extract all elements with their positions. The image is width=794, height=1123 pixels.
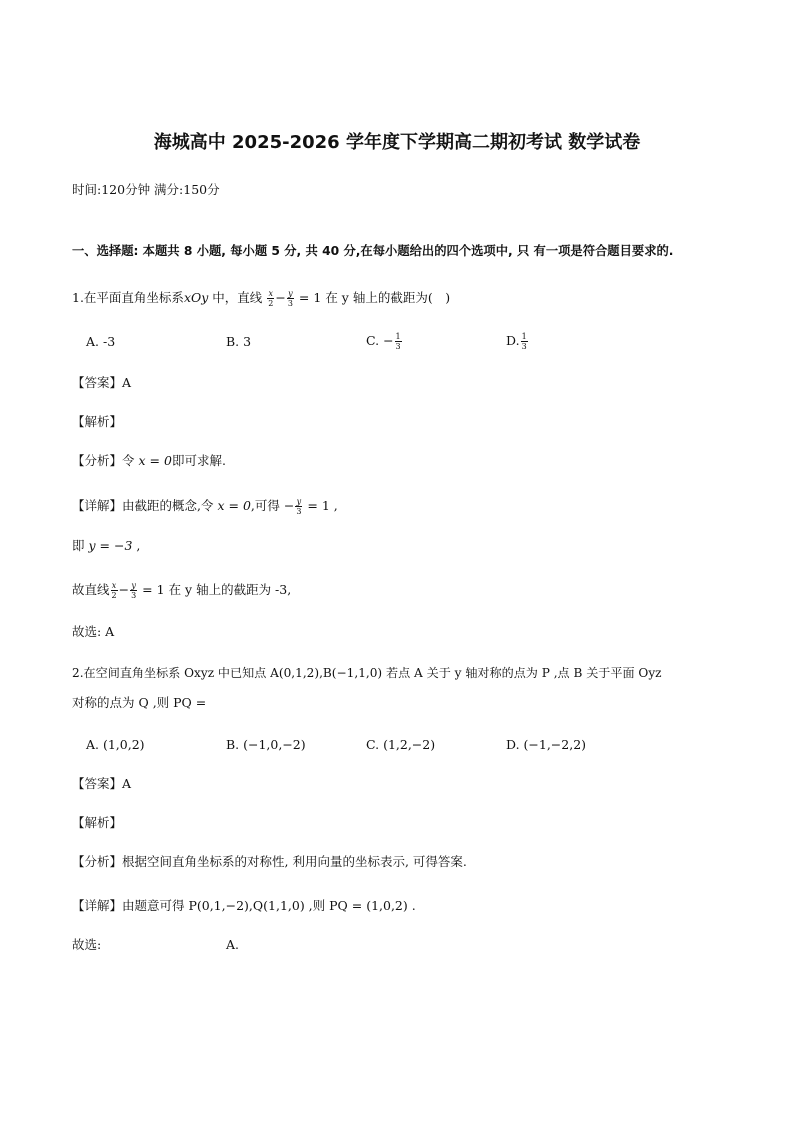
q1-option-a: A. -3 xyxy=(86,334,116,349)
q1-option-d: D. $\frac{1}{3}$ xyxy=(506,332,527,351)
q2-option-c: C. (1,2,−2) xyxy=(366,737,436,752)
page-title: 海城高中 2025-2026 学年度下学期高二期初考试 数学试卷 xyxy=(153,132,641,153)
q2-option-a: A. (1,0,2) xyxy=(86,737,145,752)
q1-choice: 故选: A xyxy=(72,624,115,639)
q1-result-line: 即 y = −3 , xyxy=(72,538,141,553)
q1-answer: 【答案】A xyxy=(72,375,132,390)
q2-analysis-label: 【解析】 xyxy=(72,815,123,830)
q1-stem-prefix: 1.在平面直角坐标系 xyxy=(72,290,184,305)
section-heading: 一、选择题: 本题共 8 小题, 每小题 5 分, 共 40 分,在每小题给出的四个选项中, 只 有一项是符合题目要求的. xyxy=(72,244,674,258)
q2-option-b: B. (−1,0,−2) xyxy=(226,737,306,752)
q2-choice-value: A. xyxy=(226,937,240,952)
q2-answer: 【答案】A xyxy=(72,776,132,791)
q1-fraction-x: $\frac{x}{2}$ xyxy=(268,289,274,308)
q1-option-c: C. − $\frac{1}{3}$ xyxy=(366,332,401,351)
q1-fenxi: 【分析】令 x = 0即可求解. xyxy=(72,453,226,468)
q1-stem-suffix: 在 y 轴上的截距为( ) xyxy=(325,290,451,305)
q1-stem-mid: 中，直线 xyxy=(208,290,263,305)
q1-coord: xOy xyxy=(183,290,209,305)
q2-xiangjie: 【详解】由题意可得 P(0,1,−2),Q(1,1,0) ,则 PQ = (1,0,2) . xyxy=(72,898,416,913)
question-2-stem-line1: 2.在空间直角坐标系 Oxyz 中已知点 A(0,1,2),B(−1,1,0) 若点 A 关于 y 轴对称的点为 P ,点 B 关于平面 Oyz xyxy=(72,666,662,680)
q1-option-b: B. 3 xyxy=(226,334,252,349)
q2-fenxi: 【分析】根据空间直角坐标系的对称性, 利用向量的坐标表示, 可得答案. xyxy=(72,854,467,869)
q1-conclusion: 故直线 $\frac{x}{2}$ − $\frac{y}{3}$ = 1 在 y 轴上的截距为 -3, xyxy=(72,581,292,600)
q1-equals: = 1 xyxy=(298,290,322,305)
question-2-stem-line2: 对称的点为 Q ,则 PQ = xyxy=(72,695,207,710)
q1-xiangjie: 【详解】由截距的概念,令 x = 0,可得 − $\frac{y}{3}$ = 1 , xyxy=(72,497,338,516)
q2-choice-label: 故选: xyxy=(72,937,102,952)
q1-analysis-label: 【解析】 xyxy=(72,414,123,429)
q1-minus: − xyxy=(275,290,286,305)
question-1-stem xyxy=(72,289,450,308)
q2-option-d: D. (−1,−2,2) xyxy=(506,737,587,752)
q1-fraction-y: $\frac{y}{3}$ xyxy=(287,289,293,308)
exam-info: 时间:120分钟 满分:150分 xyxy=(72,182,220,197)
